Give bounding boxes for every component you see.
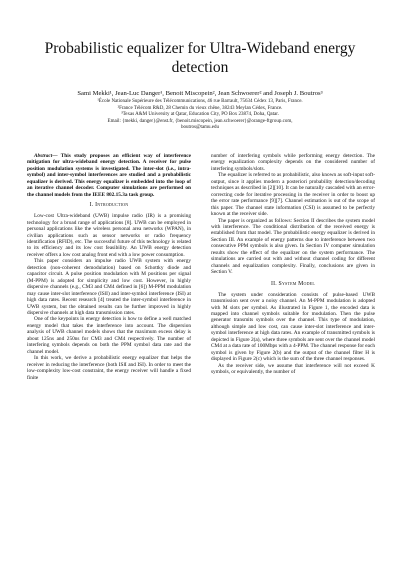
system-model-paragraph: The system under consideration consists of pulse-based UWB transmission sent over a noisy channel. An M-PPM modulation is adopted with M slots per symbol. As illustrated in Figure 1, the encoded data is mapped into channel symbols suitable for modulation. Then the pulse generator transmits symbols over the channel. This type of modulation, although simple and low cost, can cause inter-slot interference and inter-symbol interference at high data rates. An example of transmitted symbols is depicted in Figure 2(a), where three symbols are sent over the channel model CM4 at a data rate of 100Mbps with a 4-PPM. The channel response for each symbol is given by Figure 2(b) and the output of the channel filter H is displayed in Figure 2(c) which is the sum of the three channel responses. (211, 291, 375, 363)
intro-paragraph: Low-cost Ultra-wideband (UWB) impulse radio (IR) is a promising technology for a broad range of applications [8]. UWB can be employed in personal applications like the wireless personal area networks (WPAN), in civilian applications such as sensor networks or radio frequency identification (RFID), etc. The successful future of this technology is related to its efficiency and its low cost feasibility. An UWB energy detection receiver offers a low cost analog front end with a low power consumption. (27, 213, 191, 258)
author-list: Sami Mekki¹, Jean-Luc Danger¹, Benoit Miscopein², Jean Schwoerer² and Joseph J. Boutros³ (77, 90, 323, 97)
affiliation-line: ³Texas A&M University at Qatar, Education City, PO Box 23874, Doha, Qatar. (121, 112, 279, 118)
intro-continuation-paragraph: number of interfering symbols while performing energy detection. The energy equalization complexity depends on the considered number of interfering symbols/slots. (211, 153, 375, 172)
abstract (27, 153, 191, 198)
affiliation-line: ¹École Nationale Supérieure des Télécommunications, 46 rue Barrault, 75634 Cédex 13, Paris, France. (97, 99, 303, 104)
section-heading-introduction: I. Introduction (89, 202, 129, 209)
intro-paragraph: One of the keypoints in energy detection is how to define a well matched energy model that takes the interference into account. The dispersion analysis of UWB channel models shows that the maximum excess delay is about 125ns and 250ns for CM3 and CM4 respectively. The number of interfering symbols depends on both the PPM symbol data rate and the channel model. (27, 316, 191, 355)
intro-paragraph: In this work, we derive a probabilistic energy equalizer that helps the receiver in reducing the interference (both ISlI and ISI). In order to meet the low-complexity low-cost constraint, the energy receiver will handle a fixed finite (27, 355, 191, 381)
affiliation-line: ²France Télécom R&D, 28 Chemin du vieux chêne, 38243 Meylan Cédex, France. (117, 105, 283, 111)
affiliation-block (20, 99, 380, 132)
email-line: boutros@tamu.edu (180, 125, 220, 131)
intro-paragraph: This paper considers an impulse radio UWB system with energy detection (non-coherent demodulation) based on Schottky diode and capacitor circuit. A pulse position modulation with M positions per signal (M-PPM) is adopted for simplicity and low cost. However, in highly dispersive channels (e.g., CM3 and CM4 defined in [6]) M-PPM modulation may cause inter-slot interference (ISlI) and inter-symbol interference (ISI) at high data rates. Recent research [4] treated the inter-symbol interference in UWB system, but the obtained results can be further improved in highly dispersive channels at high data transmission rates. (27, 258, 191, 316)
right-column (211, 153, 375, 376)
system-model-paragraph: As the receiver side, we assume that interference will not exceed K symbols, or equivalently, the number of (211, 362, 375, 376)
section-heading-system-model: II. System Model (270, 280, 315, 287)
email-line: Email: {mekki, danger}@enst.fr, {benoit.miscopein, jean.schwoerer}@orange-ftgroup.com, (107, 118, 293, 124)
left-column (27, 153, 191, 381)
intro-paragraph: The paper is organized as follows: Section II describes the system model with interference. The conditional distribution of the received energy is established from that model. The probabilistic energy equalizer is derived in Section III. An example of energy patterns due to interference between two consecutive PPM symbols is also given. In Section IV computer simulation results show the effect of the equalizer on the system performance. The simulations are carried out with and without channel coding for different channels and equalization complexity. Finally, conclusions are given in Section V. (211, 217, 375, 276)
intro-paragraph: The equalizer is referred to as probabilistic, also known as soft-input soft-output, since it applies modern a posteriori probability detection/decoding techniques as described in [2][10]. It can be naturally cascaded with an error-correcting code for iterative processing in the receiver in order to boost up the error rate performance [9][7]. Channel estimation is out of the scope of this paper. The channel state information (CSI) is assumed to be perfectly known at the receiver side. (211, 172, 375, 218)
paper-title: Probabilistic equalizer for Ultra-Wideband energy detection (44, 40, 356, 76)
abstract-label: Abstract (34, 153, 53, 159)
abstract-text: — This study proposes an efficient way of interference mitigation for ultra-wideband energy detection. A receiver for pulse position modulation systems is investigated. The inter-slot (i.e., intra-symbol) and inter-symbol interferences are studied and a probabilistic equalizer is derived. This energy equalizer is embedded into the loop of an iterative channel decoder. Computer simulations are performed on the channel models from the IEEE 802.15.3a task group. (27, 153, 191, 198)
